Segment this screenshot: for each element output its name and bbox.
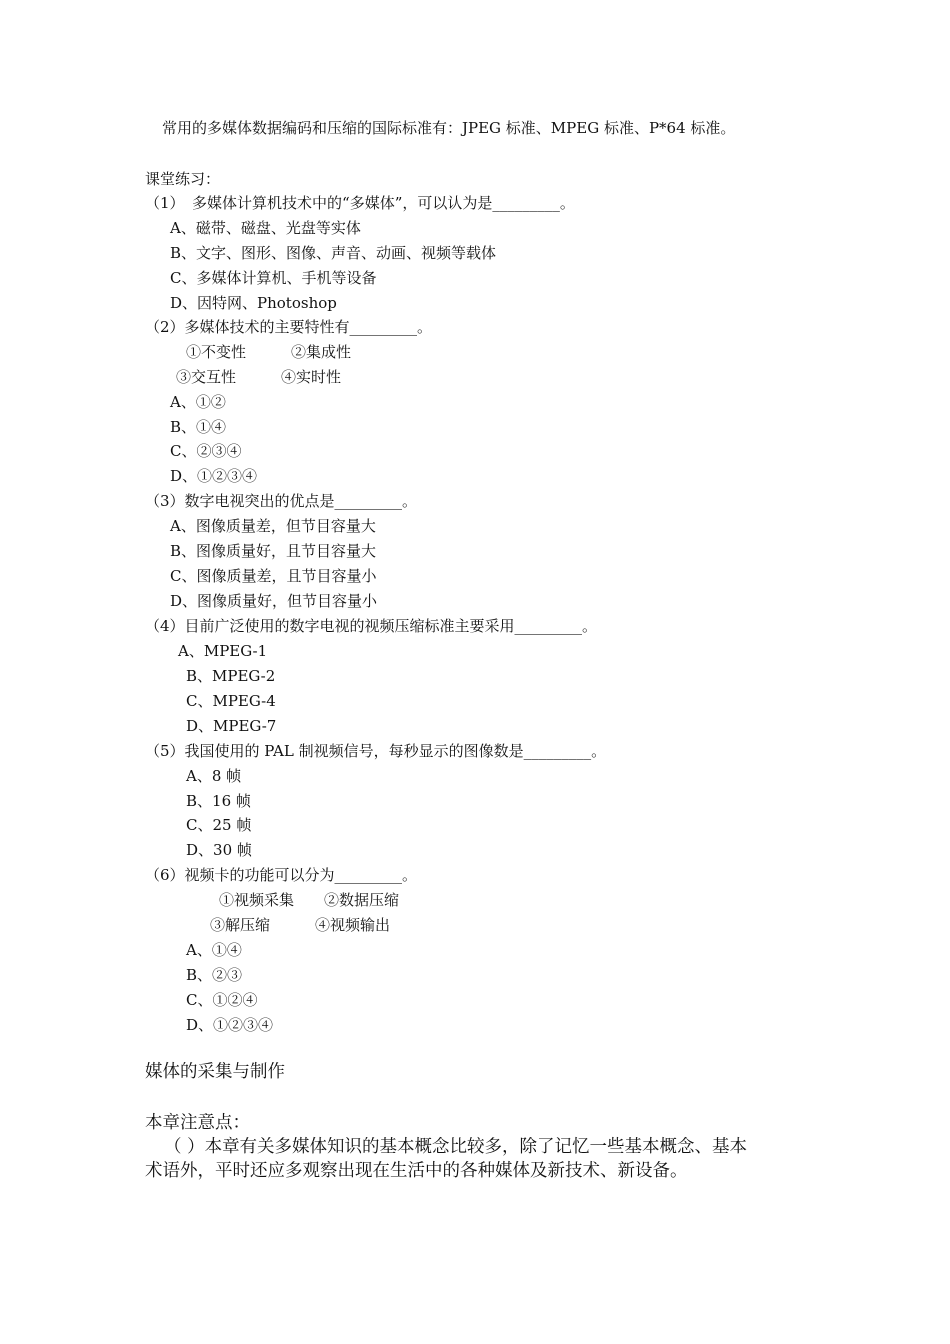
question-3-option-a: A、图像质量差，但节目容量大 bbox=[170, 517, 376, 535]
question-5-stem: （5）我国使用的 PAL 制视频信号，每秒显示的图像数是_________。 bbox=[145, 742, 607, 760]
question-4-stem: （4）目前广泛使用的数字电视的视频压缩标准主要采用_________。 bbox=[145, 617, 598, 635]
question-2-option-a: A、①② bbox=[170, 393, 226, 411]
question-6-option-a: A、①④ bbox=[186, 941, 242, 959]
question-6-option-d: D、①②③④ bbox=[186, 1016, 274, 1034]
question-1-option-b: B、文字、图形、图像、声音、动画、视频等载体 bbox=[170, 244, 497, 262]
question-2-items-row-2: ③交互性 ④实时性 bbox=[176, 368, 342, 386]
question-6-option-c: C、①②④ bbox=[186, 991, 258, 1009]
question-6-items-row-2: ③解压缩 ④视频输出 bbox=[210, 916, 391, 934]
question-1-option-c: C、多媒体计算机、手机等设备 bbox=[170, 269, 377, 287]
question-5-option-c: C、25 帧 bbox=[186, 816, 252, 834]
question-4-option-b: B、MPEG-2 bbox=[186, 667, 276, 685]
question-6-items-row-1: ①视频采集 ②数据压缩 bbox=[219, 891, 400, 909]
question-4-option-a: A、MPEG-1 bbox=[178, 642, 268, 660]
notes-title: 本章注意点： bbox=[145, 1113, 250, 1133]
question-2-option-b: B、①④ bbox=[170, 418, 227, 436]
question-2-items-row-1: ①不变性 ②集成性 bbox=[186, 343, 352, 361]
question-1-option-d: D、因特网、Photoshop bbox=[170, 294, 337, 312]
question-3-option-b: B、图像质量好，且节目容量大 bbox=[170, 542, 377, 560]
question-1-option-a: A、磁带、磁盘、光盘等实体 bbox=[170, 219, 361, 237]
exercise-title: 课堂练习： bbox=[145, 170, 221, 188]
question-2-option-d: D、①②③④ bbox=[170, 467, 258, 485]
notes-line-1: （ ）本章有关多媒体知识的基本概念比较多，除了记忆一些基本概念、基本 bbox=[164, 1137, 748, 1157]
question-5-option-d: D、30 帧 bbox=[186, 841, 252, 859]
question-3-stem: （3）数字电视突出的优点是_________。 bbox=[145, 492, 418, 510]
question-6-stem: （6）视频卡的功能可以分为_________。 bbox=[145, 866, 418, 884]
question-2-stem: （2）多媒体技术的主要特性有_________。 bbox=[145, 318, 433, 336]
question-3-option-c: C、图像质量差，且节目容量小 bbox=[170, 567, 377, 585]
question-2-option-c: C、②③④ bbox=[170, 442, 242, 460]
question-4-option-c: C、MPEG-4 bbox=[186, 692, 276, 710]
question-3-option-d: D、图像质量好，但节目容量小 bbox=[170, 592, 378, 610]
notes-line-2: 术语外，平时还应多观察出现在生活中的各种媒体及新技术、新设备。 bbox=[145, 1161, 688, 1181]
question-5-option-a: A、8 帧 bbox=[186, 767, 242, 785]
question-4-option-d: D、MPEG-7 bbox=[186, 717, 277, 735]
question-5-option-b: B、16 帧 bbox=[186, 792, 251, 810]
question-1-stem: （1） 多媒体计算机技术中的“多媒体”，可以认为是_________。 bbox=[145, 194, 575, 212]
section-title: 媒体的采集与制作 bbox=[145, 1062, 285, 1082]
intro-paragraph: 常用的多媒体数据编码和压缩的国际标准有：JPEG 标准、MPEG 标准、P*64 标准。 bbox=[162, 119, 736, 137]
question-6-option-b: B、②③ bbox=[186, 966, 243, 984]
